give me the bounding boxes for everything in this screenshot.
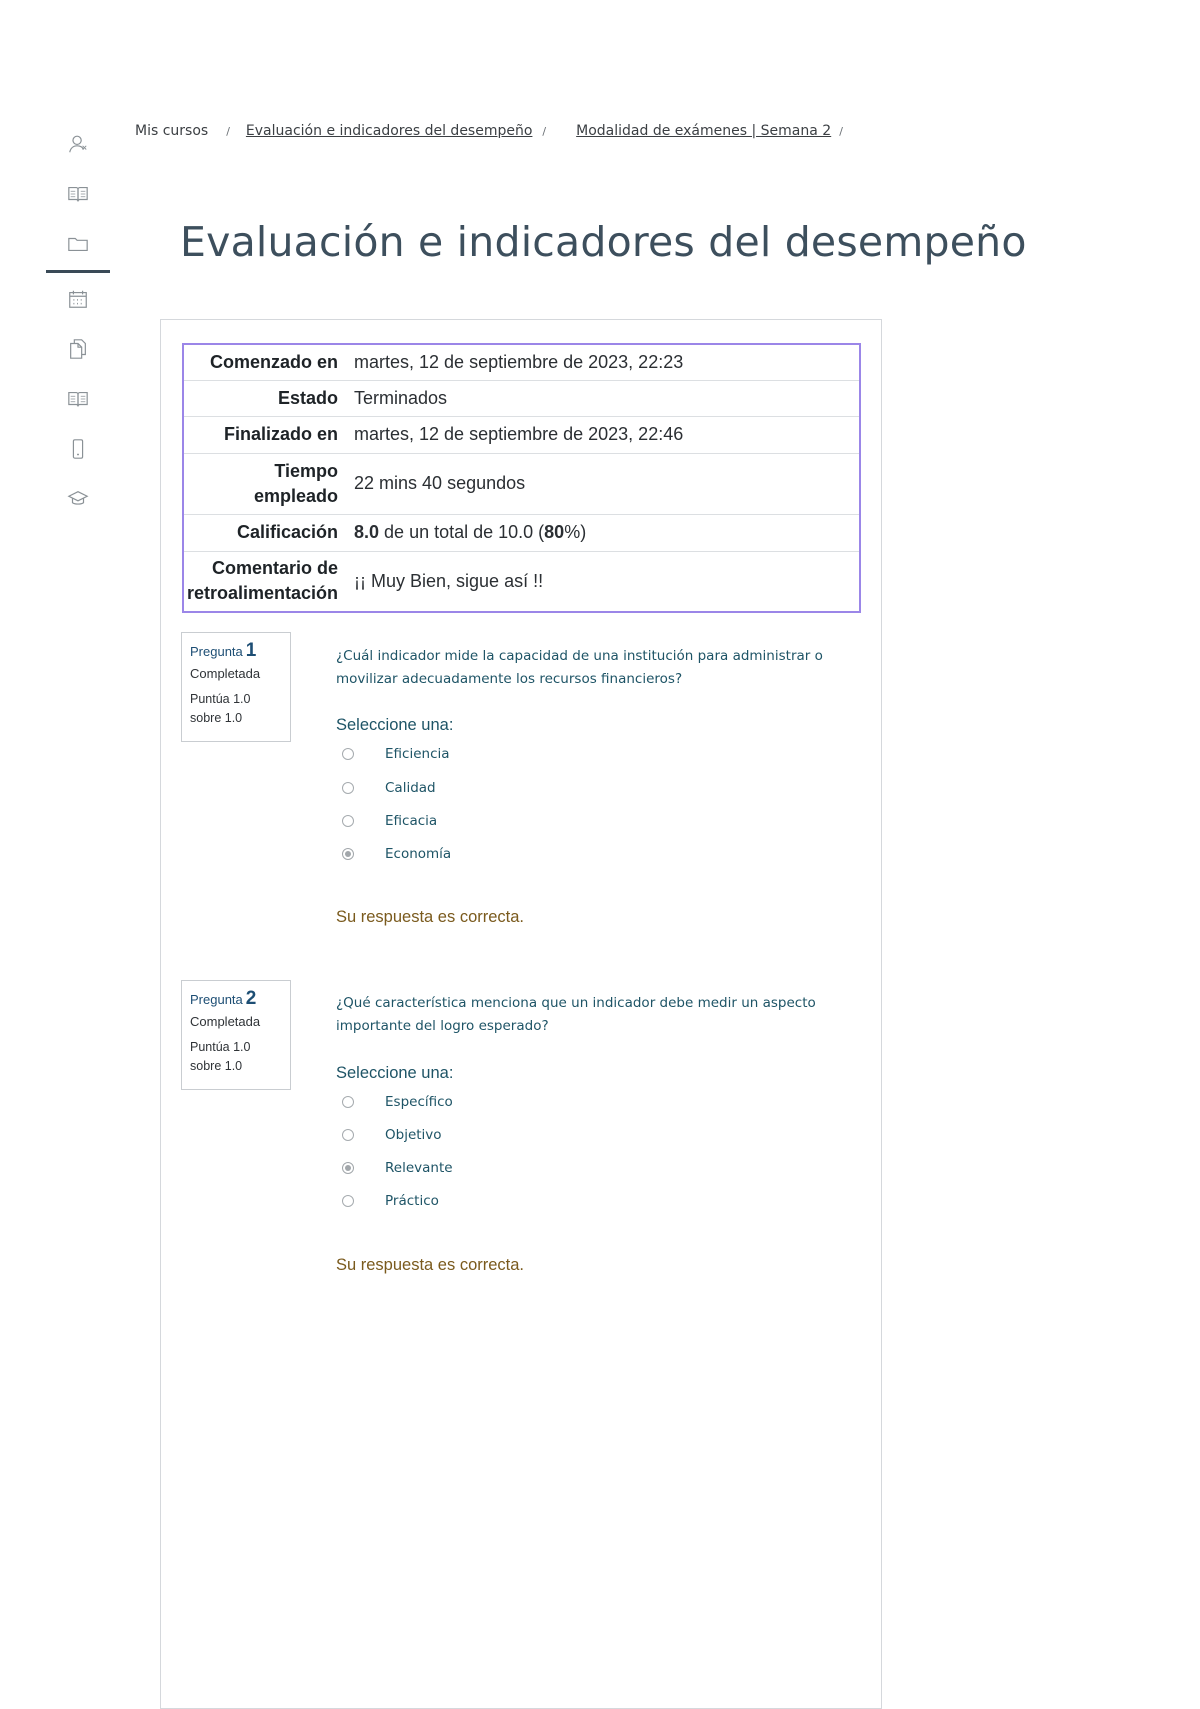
summary-row-grade: [183, 514, 860, 551]
answer-option[interactable]: [342, 1193, 439, 1209]
answer-option-label: Objetivo: [385, 1127, 442, 1143]
radio-button[interactable]: [342, 815, 354, 827]
breadcrumb-separator: /: [226, 124, 230, 138]
question-text: ¿Cuál indicador mide la capacidad de una institución para administrar o movilizar adecuadamente los recursos financieros?: [336, 648, 823, 687]
mobile-icon[interactable]: [46, 429, 110, 469]
radio-button-checked[interactable]: [342, 848, 354, 860]
question-label: Pregunta: [190, 644, 243, 659]
question-state: Completada: [190, 666, 261, 681]
question-info-box: [181, 980, 291, 1090]
book-icon[interactable]: [46, 379, 110, 419]
answer-prompt: Seleccione una:: [336, 1064, 454, 1082]
grade-score: 8.0: [354, 522, 380, 542]
grade-total-text: de un total de 10.0 (: [379, 522, 545, 542]
answer-option[interactable]: [342, 813, 437, 829]
answer-option[interactable]: [342, 780, 436, 796]
folder-icon[interactable]: [46, 224, 110, 264]
breadcrumb: [135, 123, 843, 139]
summary-value: 22 mins 40 segundos: [354, 453, 860, 514]
page-title: Evaluación e indicadores del desempeño: [180, 218, 1027, 266]
question-info-box: [181, 632, 291, 742]
summary-value: Terminados: [354, 380, 860, 416]
radio-button[interactable]: [342, 1195, 354, 1207]
summary-value: martes, 12 de septiembre de 2023, 22:23: [354, 351, 684, 372]
question-number: [190, 640, 282, 662]
question-grade: Puntúa 1.0 sobre 1.0: [190, 692, 251, 725]
attempt-summary-table: [182, 343, 861, 613]
answer-feedback: Su respuesta es correcta.: [336, 1256, 525, 1274]
summary-label: Comentario de retroalimentación: [183, 551, 354, 612]
summary-row-started: [183, 344, 860, 380]
question-number: [190, 988, 282, 1010]
breadcrumb-item-course[interactable]: Evaluación e indicadores del desempeño: [245, 123, 533, 139]
summary-label: Calificación: [183, 514, 354, 551]
user-icon[interactable]: [46, 124, 110, 164]
answer-option-label: Relevante: [385, 1160, 453, 1176]
breadcrumb-separator: /: [542, 124, 547, 138]
question-label: Pregunta: [190, 992, 243, 1007]
answer-prompt: Seleccione una:: [336, 716, 454, 734]
answer-option[interactable]: [342, 1094, 453, 1110]
summary-value: ¡¡ Muy Bien, sigue así !!: [354, 551, 860, 612]
breadcrumb-item-my-courses[interactable]: Mis cursos: [135, 123, 209, 139]
radio-button[interactable]: [342, 748, 354, 760]
question-number-value: 1: [245, 640, 257, 661]
answer-option-label: Eficiencia: [385, 746, 450, 762]
grade-value: [354, 514, 860, 551]
summary-row-time-taken: [183, 453, 860, 514]
radio-button[interactable]: [342, 1096, 354, 1108]
active-nav-indicator: [46, 270, 110, 273]
question-number-value: 2: [245, 988, 257, 1009]
answer-feedback: Su respuesta es correcta.: [336, 908, 525, 926]
calendar-icon[interactable]: [46, 279, 110, 319]
radio-button[interactable]: [342, 1129, 354, 1141]
breadcrumb-item-section[interactable]: Modalidad de exámenes | Semana 2: [576, 123, 832, 139]
radio-button[interactable]: [342, 782, 354, 794]
answer-option-label: Específico: [385, 1094, 453, 1110]
answer-option-label: Calidad: [385, 780, 436, 796]
answer-option[interactable]: [342, 746, 450, 762]
question-state: Completada: [190, 1014, 261, 1029]
summary-label: Comenzado en: [210, 351, 339, 372]
answer-option-label: Práctico: [385, 1193, 439, 1209]
book-icon[interactable]: [46, 174, 110, 214]
graduation-cap-icon[interactable]: [46, 479, 110, 519]
breadcrumb-separator: /: [839, 124, 843, 138]
answer-option-selected[interactable]: [342, 1160, 453, 1176]
documents-icon[interactable]: [46, 329, 110, 369]
summary-row-state: [183, 380, 860, 416]
answer-option-label: Eficacia: [385, 813, 438, 829]
summary-value: martes, 12 de septiembre de 2023, 22:46: [354, 416, 860, 453]
answer-option-selected[interactable]: [342, 846, 451, 862]
answer-option-label: Economía: [385, 846, 452, 862]
question-text: ¿Qué característica menciona que un indicador debe medir un aspecto importante del logro esperado?: [336, 995, 816, 1034]
answer-option[interactable]: [342, 1127, 442, 1143]
summary-label: Estado: [183, 380, 354, 416]
summary-label: Tiempo empleado: [183, 453, 354, 514]
question-grade: Puntúa 1.0 sobre 1.0: [190, 1040, 251, 1073]
summary-label: Finalizado en: [183, 416, 354, 453]
summary-row-feedback: [183, 551, 860, 612]
radio-button-checked[interactable]: [342, 1162, 354, 1174]
grade-percent-suffix: %): [564, 522, 587, 542]
summary-row-finished: [183, 416, 860, 453]
grade-percent: 80: [544, 522, 565, 542]
